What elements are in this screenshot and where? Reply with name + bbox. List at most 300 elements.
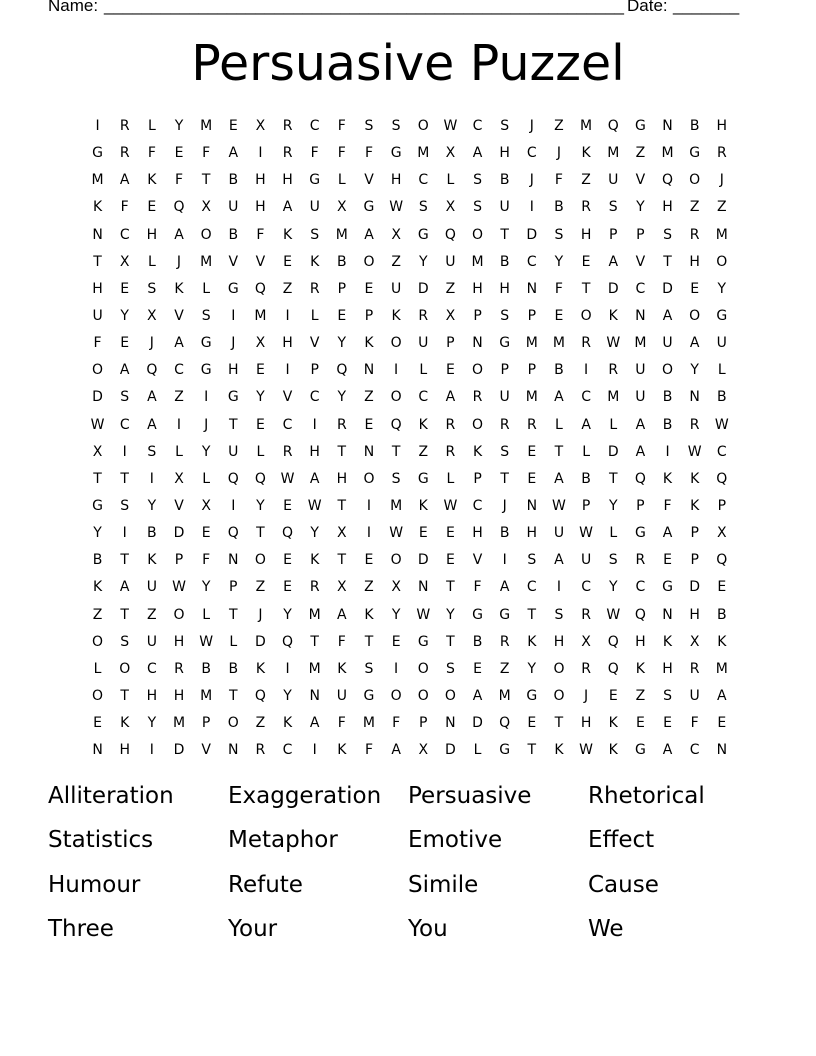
grid-letter[interactable]: F	[147, 145, 156, 162]
grid-letter[interactable]: N	[716, 742, 728, 759]
grid-letter[interactable]: S	[310, 226, 320, 243]
grid-letter[interactable]: C	[472, 497, 483, 514]
grid-letter[interactable]: S	[445, 660, 455, 677]
grid-letter[interactable]: F	[310, 145, 319, 162]
grid-letter[interactable]: T	[93, 470, 102, 487]
grid-letter[interactable]: F	[202, 552, 211, 569]
grid-letter[interactable]: R	[689, 660, 700, 677]
grid-letter[interactable]: E	[283, 579, 292, 596]
grid-letter[interactable]: H	[580, 226, 592, 243]
grid-letter[interactable]: W	[714, 416, 729, 433]
grid-letter[interactable]: Z	[364, 389, 374, 406]
grid-letter[interactable]: A	[147, 389, 157, 406]
grid-letter[interactable]: B	[228, 172, 239, 189]
grid-letter[interactable]: Y	[608, 579, 618, 596]
grid-letter[interactable]: Z	[92, 606, 103, 623]
grid-letter[interactable]: D	[92, 389, 103, 406]
grid-letter[interactable]: E	[283, 497, 292, 514]
grid-letter[interactable]: Q	[607, 633, 619, 650]
grid-letter[interactable]: X	[337, 525, 347, 542]
grid-letter[interactable]: D	[417, 280, 429, 297]
grid-letter[interactable]: O	[254, 552, 266, 569]
grid-letter[interactable]: H	[689, 606, 700, 623]
grid-letter[interactable]: Y	[418, 253, 428, 270]
grid-letter[interactable]: M	[607, 389, 620, 406]
grid-letter[interactable]: D	[472, 715, 483, 732]
grid-letter[interactable]: P	[690, 525, 699, 542]
grid-letter[interactable]: U	[553, 525, 565, 542]
grid-letter[interactable]: E	[364, 552, 374, 569]
grid-letter[interactable]: M	[172, 715, 186, 732]
grid-letter[interactable]: T	[391, 443, 401, 460]
grid-letter[interactable]: G	[499, 606, 511, 623]
grid-letter[interactable]: B	[499, 172, 510, 189]
grid-letter[interactable]: W	[199, 633, 214, 650]
grid-letter[interactable]: V	[201, 742, 211, 759]
grid-letter[interactable]: S	[554, 606, 564, 623]
grid-letter[interactable]: O	[363, 470, 375, 487]
grid-letter[interactable]: Z	[581, 172, 591, 189]
grid-letter[interactable]: E	[717, 579, 727, 596]
grid-letter[interactable]: I	[285, 660, 290, 677]
grid-letter[interactable]: T	[337, 552, 347, 569]
grid-letter[interactable]: S	[473, 199, 482, 216]
grid-letter[interactable]: T	[120, 687, 129, 704]
grid-letter[interactable]: J	[719, 172, 724, 189]
grid-letter[interactable]: R	[581, 606, 591, 623]
grid-letter[interactable]: K	[690, 470, 700, 487]
grid-letter[interactable]: Q	[146, 362, 158, 379]
grid-letter[interactable]: L	[175, 443, 183, 460]
grid-letter[interactable]: D	[255, 633, 266, 650]
grid-letter[interactable]: Q	[634, 606, 646, 623]
grid-letter[interactable]: T	[554, 715, 564, 732]
grid-letter[interactable]: O	[716, 253, 728, 270]
grid-letter[interactable]: D	[662, 280, 673, 297]
grid-letter[interactable]: Z	[499, 660, 510, 677]
grid-letter[interactable]: G	[472, 606, 483, 623]
grid-letter[interactable]: Y	[527, 660, 537, 677]
grid-letter[interactable]: M	[498, 687, 511, 704]
grid-letter[interactable]: I	[122, 443, 127, 460]
grid-letter[interactable]: A	[689, 335, 700, 352]
grid-letter[interactable]: T	[527, 606, 537, 623]
grid-letter[interactable]: D	[607, 280, 619, 297]
grid-letter[interactable]: A	[309, 470, 320, 487]
grid-letter[interactable]: E	[283, 253, 292, 270]
grid-letter[interactable]: H	[580, 715, 592, 732]
grid-letter[interactable]: F	[256, 226, 265, 243]
grid-letter[interactable]: L	[147, 253, 156, 270]
grid-letter[interactable]: L	[337, 172, 346, 189]
grid-letter[interactable]: F	[554, 172, 563, 189]
grid-letter[interactable]: T	[228, 606, 238, 623]
grid-letter[interactable]: O	[92, 633, 104, 650]
grid-letter[interactable]: K	[418, 497, 428, 514]
grid-letter[interactable]: R	[581, 660, 591, 677]
grid-letter[interactable]: S	[364, 660, 374, 677]
grid-letter[interactable]: L	[256, 443, 265, 460]
grid-letter[interactable]: X	[201, 199, 211, 216]
grid-letter[interactable]: S	[364, 118, 374, 134]
grid-letter[interactable]: K	[608, 307, 618, 324]
grid-letter[interactable]: B	[554, 362, 564, 379]
grid-letter[interactable]: L	[202, 470, 211, 487]
grid-letter[interactable]: E	[527, 470, 537, 487]
grid-letter[interactable]: A	[119, 579, 130, 596]
grid-letter[interactable]: T	[120, 606, 129, 623]
grid-letter[interactable]: R	[716, 145, 727, 162]
grid-letter[interactable]: W	[443, 497, 458, 514]
grid-letter[interactable]: L	[147, 118, 156, 134]
grid-letter[interactable]: J	[258, 606, 263, 623]
grid-letter[interactable]: X	[445, 307, 456, 324]
grid-letter[interactable]: G	[417, 633, 429, 650]
grid-letter[interactable]: M	[362, 715, 376, 732]
grid-letter[interactable]: J	[176, 253, 182, 270]
grid-letter[interactable]: Y	[337, 335, 347, 352]
grid-letter[interactable]: R	[526, 416, 537, 433]
grid-letter[interactable]: D	[607, 443, 619, 460]
grid-letter[interactable]: K	[554, 742, 564, 759]
grid-letter[interactable]: A	[228, 145, 239, 162]
grid-letter[interactable]: C	[581, 579, 591, 596]
grid-letter[interactable]: K	[391, 307, 401, 324]
grid-letter[interactable]: T	[337, 443, 347, 460]
grid-letter[interactable]: H	[526, 525, 538, 542]
grid-letter[interactable]: E	[554, 307, 564, 324]
grid-letter[interactable]: P	[473, 470, 482, 487]
grid-letter[interactable]: H	[336, 470, 348, 487]
grid-letter[interactable]: O	[390, 687, 402, 704]
grid-letter[interactable]: H	[92, 280, 103, 297]
grid-letter[interactable]: A	[174, 335, 184, 352]
grid-letter[interactable]: E	[418, 525, 428, 542]
grid-letter[interactable]: X	[337, 199, 347, 216]
grid-letter[interactable]: I	[502, 552, 507, 569]
grid-letter[interactable]: A	[445, 389, 456, 406]
grid-letter[interactable]: L	[609, 525, 618, 542]
grid-letter[interactable]: E	[120, 280, 130, 297]
grid-letter[interactable]: I	[122, 525, 127, 542]
grid-letter[interactable]: F	[93, 335, 102, 352]
grid-letter[interactable]: E	[120, 335, 130, 352]
grid-letter[interactable]: T	[554, 443, 564, 460]
grid-letter[interactable]: E	[201, 525, 211, 542]
grid-letter[interactable]: M	[308, 606, 321, 623]
grid-letter[interactable]: C	[418, 389, 429, 406]
grid-letter[interactable]: W	[579, 525, 594, 542]
grid-letter[interactable]: P	[473, 307, 482, 324]
grid-letter[interactable]: A	[635, 443, 646, 460]
grid-letter[interactable]: E	[255, 416, 265, 433]
grid-letter[interactable]: C	[472, 118, 483, 134]
grid-letter[interactable]: V	[364, 172, 374, 189]
grid-letter[interactable]: F	[337, 715, 346, 732]
grid-letter[interactable]: F	[554, 280, 563, 297]
grid-letter[interactable]: K	[717, 633, 727, 650]
grid-letter[interactable]: G	[526, 687, 538, 704]
grid-letter[interactable]: P	[337, 280, 347, 297]
grid-letter[interactable]: Y	[201, 579, 211, 596]
grid-letter[interactable]: X	[119, 253, 130, 270]
grid-letter[interactable]: X	[581, 633, 591, 650]
grid-letter[interactable]: K	[282, 226, 293, 243]
grid-letter[interactable]: H	[119, 742, 130, 759]
grid-letter[interactable]: T	[364, 633, 374, 650]
grid-letter[interactable]: S	[663, 687, 672, 704]
grid-letter[interactable]: C	[282, 742, 293, 759]
grid-letter[interactable]: S	[608, 199, 618, 216]
grid-letter[interactable]: N	[363, 443, 375, 460]
grid-letter[interactable]: I	[312, 742, 317, 759]
grid-letter[interactable]: N	[635, 307, 646, 324]
grid-letter[interactable]: T	[527, 742, 537, 759]
grid-letter[interactable]: B	[717, 389, 727, 406]
grid-letter[interactable]: E	[635, 715, 645, 732]
grid-letter[interactable]: X	[174, 470, 184, 487]
grid-letter[interactable]: W	[687, 443, 702, 460]
grid-letter[interactable]: P	[581, 497, 591, 514]
grid-letter[interactable]: K	[92, 199, 103, 216]
grid-letter[interactable]: Y	[337, 389, 347, 406]
grid-letter[interactable]: J	[502, 497, 507, 514]
grid-letter[interactable]: T	[500, 470, 509, 487]
grid-letter[interactable]: A	[554, 389, 564, 406]
grid-letter[interactable]: G	[634, 525, 646, 542]
grid-letter[interactable]: M	[580, 118, 593, 134]
grid-letter[interactable]: L	[419, 362, 428, 379]
grid-letter[interactable]: X	[337, 579, 347, 596]
grid-letter[interactable]: B	[554, 199, 564, 216]
grid-letter[interactable]: H	[472, 525, 483, 542]
grid-letter[interactable]: L	[717, 362, 726, 379]
grid-letter[interactable]: Q	[336, 362, 348, 379]
grid-letter[interactable]: E	[364, 280, 374, 297]
grid-letter[interactable]: H	[146, 687, 158, 704]
grid-letter[interactable]: E	[255, 362, 265, 379]
grid-letter[interactable]: M	[471, 253, 484, 270]
grid-letter[interactable]: D	[445, 742, 456, 759]
grid-letter[interactable]: Z	[255, 715, 266, 732]
grid-letter[interactable]: X	[201, 497, 211, 514]
grid-letter[interactable]: E	[527, 715, 537, 732]
grid-letter[interactable]: K	[147, 552, 157, 569]
grid-letter[interactable]: X	[147, 307, 157, 324]
grid-letter[interactable]: B	[499, 253, 510, 270]
grid-letter[interactable]: G	[363, 199, 375, 216]
grid-letter[interactable]: L	[446, 172, 455, 189]
grid-letter[interactable]: K	[310, 253, 320, 270]
grid-letter[interactable]: G	[417, 470, 429, 487]
grid-letter[interactable]: Y	[636, 199, 645, 216]
grid-letter[interactable]: C	[146, 660, 157, 677]
grid-letter[interactable]: O	[390, 552, 402, 569]
grid-letter[interactable]: O	[417, 118, 429, 134]
grid-letter[interactable]: Z	[689, 199, 700, 216]
grid-letter[interactable]: L	[202, 280, 211, 297]
grid-letter[interactable]: P	[609, 226, 618, 243]
grid-letter[interactable]: V	[309, 335, 320, 352]
grid-letter[interactable]: O	[444, 687, 456, 704]
grid-letter[interactable]: W	[416, 606, 431, 623]
grid-letter[interactable]: O	[553, 660, 565, 677]
grid-letter[interactable]: Q	[227, 525, 239, 542]
grid-letter[interactable]: R	[445, 416, 456, 433]
grid-letter[interactable]: J	[529, 118, 534, 134]
grid-letter[interactable]: O	[689, 307, 701, 324]
grid-letter[interactable]: Z	[391, 253, 401, 270]
grid-letter[interactable]: W	[90, 416, 105, 433]
grid-letter[interactable]: M	[200, 118, 213, 134]
grid-letter[interactable]: D	[173, 742, 185, 759]
grid-letter[interactable]: T	[608, 470, 618, 487]
grid-letter[interactable]: H	[472, 280, 483, 297]
grid-letter[interactable]: R	[635, 552, 646, 569]
grid-letter[interactable]: S	[527, 552, 537, 569]
grid-letter[interactable]: W	[606, 335, 621, 352]
grid-letter[interactable]: T	[228, 416, 238, 433]
grid-letter[interactable]: R	[309, 280, 320, 297]
grid-letter[interactable]: I	[529, 199, 534, 216]
grid-letter[interactable]: I	[231, 307, 236, 324]
grid-letter[interactable]: U	[499, 389, 510, 406]
grid-letter[interactable]: E	[445, 362, 455, 379]
grid-letter[interactable]: E	[473, 660, 482, 677]
grid-letter[interactable]: A	[635, 416, 646, 433]
grid-letter[interactable]: W	[606, 606, 621, 623]
grid-letter[interactable]: C	[119, 416, 130, 433]
grid-letter[interactable]: U	[445, 253, 456, 270]
grid-letter[interactable]: F	[392, 715, 401, 732]
grid-letter[interactable]: N	[662, 606, 673, 623]
grid-letter[interactable]: X	[689, 633, 700, 650]
grid-letter[interactable]: X	[445, 145, 456, 162]
grid-letter[interactable]: T	[120, 552, 129, 569]
grid-letter[interactable]: S	[391, 470, 401, 487]
grid-letter[interactable]: S	[500, 307, 510, 324]
grid-letter[interactable]: M	[335, 226, 348, 243]
grid-letter[interactable]: U	[146, 633, 157, 650]
grid-letter[interactable]: O	[92, 687, 104, 704]
grid-letter[interactable]: R	[282, 118, 293, 134]
grid-letter[interactable]: U	[635, 362, 646, 379]
grid-letter[interactable]: Q	[282, 525, 294, 542]
grid-letter[interactable]: Q	[716, 470, 728, 487]
grid-letter[interactable]: I	[394, 660, 399, 677]
grid-letter[interactable]: B	[499, 525, 510, 542]
grid-letter[interactable]: T	[201, 172, 211, 189]
grid-letter[interactable]: A	[119, 172, 130, 189]
grid-letter[interactable]: O	[662, 362, 674, 379]
grid-letter[interactable]: E	[337, 307, 347, 324]
grid-letter[interactable]: S	[554, 226, 564, 243]
grid-letter[interactable]: N	[472, 335, 483, 352]
grid-letter[interactable]: Z	[255, 579, 266, 596]
grid-letter[interactable]: E	[663, 552, 672, 569]
grid-letter[interactable]: Y	[256, 497, 265, 514]
grid-letter[interactable]: O	[689, 172, 701, 189]
grid-letter[interactable]: E	[527, 443, 537, 460]
grid-letter[interactable]: U	[146, 579, 157, 596]
grid-letter[interactable]: C	[309, 118, 320, 134]
grid-letter[interactable]: M	[308, 660, 321, 677]
grid-letter[interactable]: L	[582, 443, 590, 460]
grid-letter[interactable]: B	[337, 253, 347, 270]
grid-letter[interactable]: Z	[147, 606, 157, 623]
grid-letter[interactable]: K	[364, 606, 374, 623]
grid-letter[interactable]: H	[635, 633, 646, 650]
grid-letter[interactable]: R	[608, 362, 619, 379]
grid-letter[interactable]: R	[472, 389, 483, 406]
grid-letter[interactable]: O	[417, 660, 429, 677]
grid-letter[interactable]: O	[200, 226, 212, 243]
grid-letter[interactable]: K	[608, 742, 618, 759]
grid-letter[interactable]: E	[283, 552, 292, 569]
grid-letter[interactable]: H	[499, 145, 510, 162]
grid-letter[interactable]: Y	[283, 687, 292, 704]
grid-letter[interactable]: X	[717, 525, 727, 542]
grid-letter[interactable]: M	[715, 226, 728, 243]
grid-letter[interactable]: I	[665, 443, 670, 460]
grid-letter[interactable]: G	[634, 118, 646, 134]
grid-letter[interactable]: N	[228, 552, 239, 569]
grid-letter[interactable]: M	[200, 687, 213, 704]
grid-letter[interactable]: C	[174, 362, 184, 379]
grid-letter[interactable]: I	[176, 416, 182, 433]
grid-letter[interactable]: Q	[254, 687, 266, 704]
grid-letter[interactable]: A	[174, 226, 184, 243]
grid-letter[interactable]: T	[446, 633, 455, 650]
grid-letter[interactable]: H	[309, 443, 320, 460]
grid-letter[interactable]: P	[527, 362, 537, 379]
grid-letter[interactable]: D	[526, 226, 538, 243]
grid-letter[interactable]: B	[662, 416, 673, 433]
grid-letter[interactable]: N	[526, 280, 538, 297]
grid-letter[interactable]: Q	[607, 660, 619, 677]
grid-letter[interactable]: H	[662, 660, 673, 677]
grid-letter[interactable]: T	[228, 687, 238, 704]
grid-letter[interactable]: K	[282, 715, 293, 732]
grid-letter[interactable]: G	[689, 145, 701, 162]
grid-letter[interactable]: I	[258, 145, 263, 162]
grid-letter[interactable]: Z	[418, 443, 429, 460]
grid-letter[interactable]: I	[366, 497, 372, 514]
grid-letter[interactable]: O	[580, 307, 592, 324]
grid-letter[interactable]: T	[581, 280, 591, 297]
grid-letter[interactable]: I	[231, 497, 236, 514]
grid-letter[interactable]: J	[204, 416, 209, 433]
grid-letter[interactable]: S	[120, 389, 130, 406]
grid-letter[interactable]: Q	[390, 416, 402, 433]
grid-letter[interactable]: Z	[554, 118, 564, 134]
grid-letter[interactable]: I	[394, 362, 399, 379]
grid-letter[interactable]: X	[391, 579, 401, 596]
grid-letter[interactable]: A	[364, 226, 374, 243]
grid-letter[interactable]: O	[92, 362, 104, 379]
grid-letter[interactable]: V	[255, 253, 266, 270]
grid-letter[interactable]: Y	[93, 525, 102, 542]
grid-letter[interactable]: C	[526, 253, 537, 270]
grid-letter[interactable]: E	[228, 118, 238, 134]
grid-letter[interactable]: R	[282, 443, 293, 460]
grid-letter[interactable]: W	[443, 118, 458, 134]
grid-letter[interactable]: Y	[256, 389, 265, 406]
grid-letter[interactable]: O	[553, 687, 565, 704]
grid-letter[interactable]: R	[499, 633, 510, 650]
grid-letter[interactable]: R	[336, 416, 347, 433]
grid-letter[interactable]: P	[500, 362, 509, 379]
